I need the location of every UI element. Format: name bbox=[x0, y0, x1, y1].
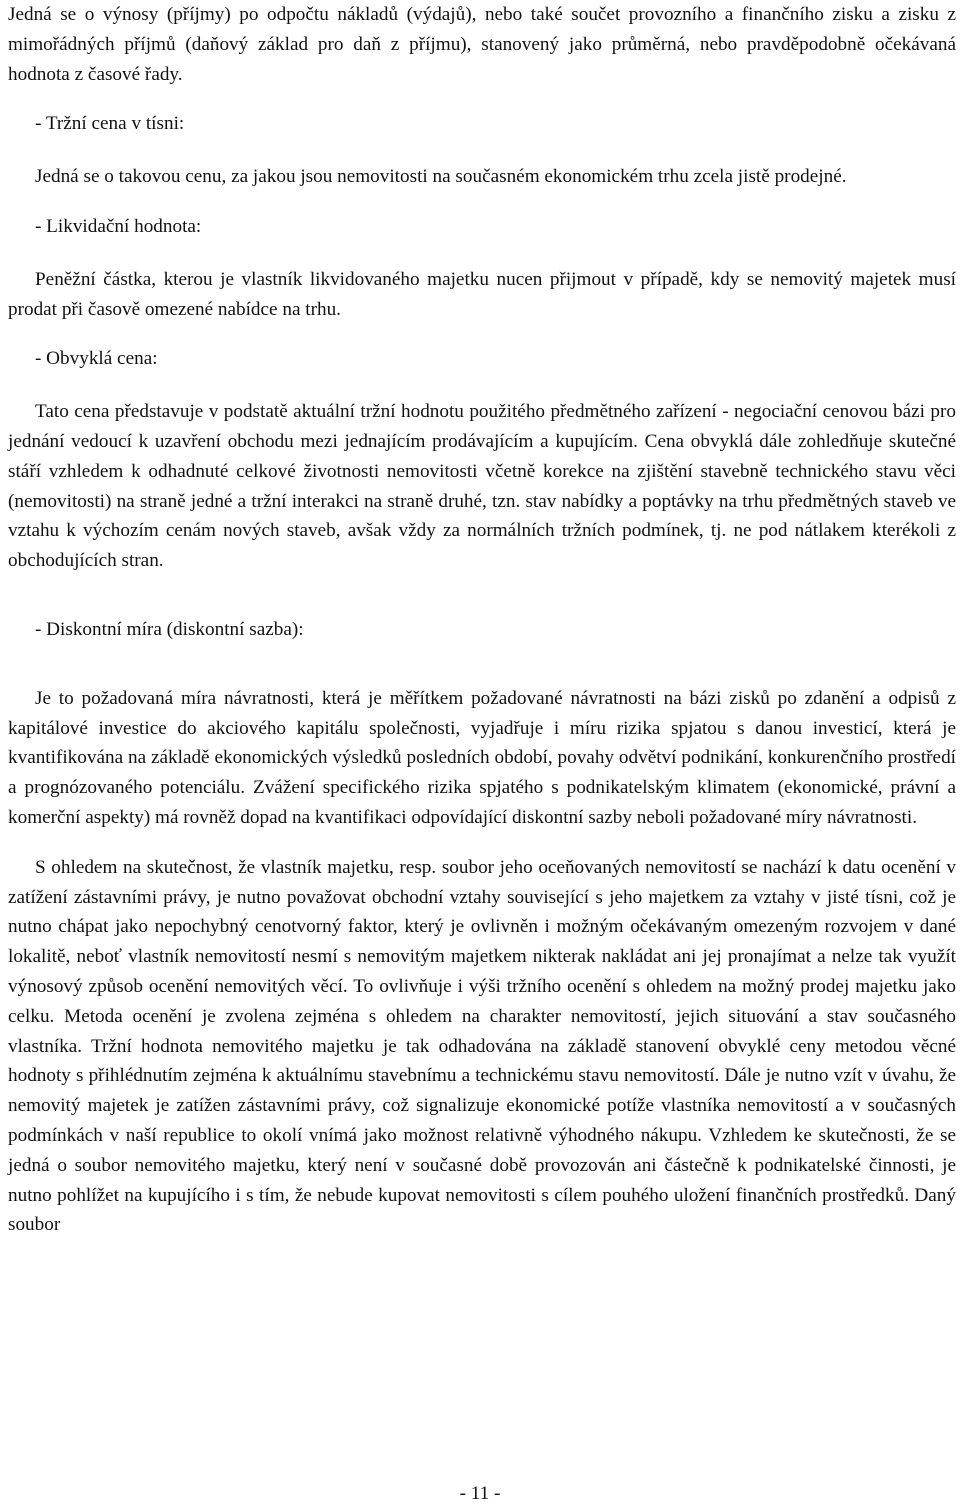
paragraph-discount-rate: Je to požadovaná míra návratnosti, která je měřítkem požadované návratnosti na bázi zisků po zdanění a odpisů z kapitálové investice do akciového kapitálu společnosti, vyjadřuje i míru rizika spjatou s danou investicí, která je kvantifikována na základě ekonomických výsledků posledních období, povahy odvětví podnikání, konkurenčního prostředí a prognózovaného potenciálu. Zvážení specifického rizika spjatého s podnikatelským klimatem (ekonomické, právní a komerční aspekty) má rovněž dopad na kvantifikaci odpovídající diskontní sazby neboli požadované míry návratnosti. bbox=[8, 687, 956, 828]
heading-discount-rate: - Diskontní míra (diskontní sazba): bbox=[35, 618, 304, 640]
paragraph-usual-price: Tato cena představuje v podstatě aktuální tržní hodnotu použitého předmětného zařízení - negociační cenovou bázi pro jednání vedoucí k uzavření obchodu mezi jednajícím prodávajícím a kupujícím. Cena obvyklá dále zohledňuje skutečné stáří vzhledem k odhadnuté celkové životnosti nemovitosti včetně korekce na zjištění stavebně technického stavu věci (nemovitosti) na straně jedné a tržní interakci na straně druhé, tzn. stav nabídky a poptávky na trhu předmětných staveb ve vztahu k výchozím cenám nových staveb, avšak vždy za normálních tržních podmínek, tj. ne pod nátlakem kterékoli z obchodujících stran. bbox=[8, 401, 956, 572]
heading-usual-price: - Obvyklá cena: bbox=[35, 348, 158, 370]
paragraph-distress-price: Jedná se o takovou cenu, za jakou jsou nemovitosti na současném ekonomickém trhu zcela jistě prodejné. bbox=[35, 166, 847, 188]
page-number: - 11 - bbox=[459, 1483, 501, 1504]
document-body bbox=[8, 0, 956, 1240]
paragraph-liquidation-value: Peněžní částka, kterou je vlastník likvidovaného majetku nucen přijmout v případě, kdy se nemovitý majetek musí prodat při časově omezené nabídce na trhu. bbox=[8, 268, 956, 320]
paragraph-income-definition: Jedná se o výnosy (příjmy) po odpočtu nákladů (výdajů), nebo také součet provozního a finančního zisku a zisku z mimořádných příjmů (daňový základ pro daň z příjmu), stanovený jako průměrná, nebo pravděpodobně očekávaná hodnota z časové řady. bbox=[8, 4, 956, 85]
paragraph-valuation-context: S ohledem na skutečnost, že vlastník majetku, resp. soubor jeho oceňovaných nemovitostí se nachází k datu ocenění v zatížení zástavními právy, je nutno považovat obchodní vztahy související s jeho majetkem za vztahy v jisté tísni, což je nutno chápat jako nepochybný cenotvorný faktor, který je ovlivněn i možným očekávaným omezeným rozvojem v dané lokalitě, neboť vlastník nemovitostí nesmí s nemovitým majetkem nikterak nakládat ani jej pronajímat a nelze tak využít výnosový způsob ocenění nemovitých věcí. To ovlivňuje i výši tržního ocenění s ohledem na možný prodej majetku jako celku. Metoda ocenění je zvolena zejména s ohledem na charakter nemovitostí, jejich situování a stav současného vlastníka. Tržní hodnota nemovitého majetku je tak odhadována na základě stanovení obvyklé ceny metodou věcné hodnoty s přihlédnutím zejména k aktuálnímu stavebnímu a technickému stavu nemovitostí. Dále je nutno vzít v úvahu, že nemovitý majetek je zatížen zástavními právy, což signalizuje ekonomické potíže vlastníka nemovitostí a v současných podmínkách v naší republice to okolí vnímá jako možnost relativně výhodného nákupu. Vzhledem ke skutečnosti, že se jedná o soubor nemovitého majetku, který není v současné době provozován ani částečně k podnikatelské činnosti, je nutno pohlížet na kupujícího i s tím, že nebude kupovat nemovitosti s cílem pouhého uložení finančních prostředků. Daný soubor bbox=[8, 856, 956, 1236]
heading-distress-price: - Tržní cena v tísni: bbox=[35, 113, 185, 135]
heading-liquidation-value: - Likvidační hodnota: bbox=[35, 215, 202, 237]
